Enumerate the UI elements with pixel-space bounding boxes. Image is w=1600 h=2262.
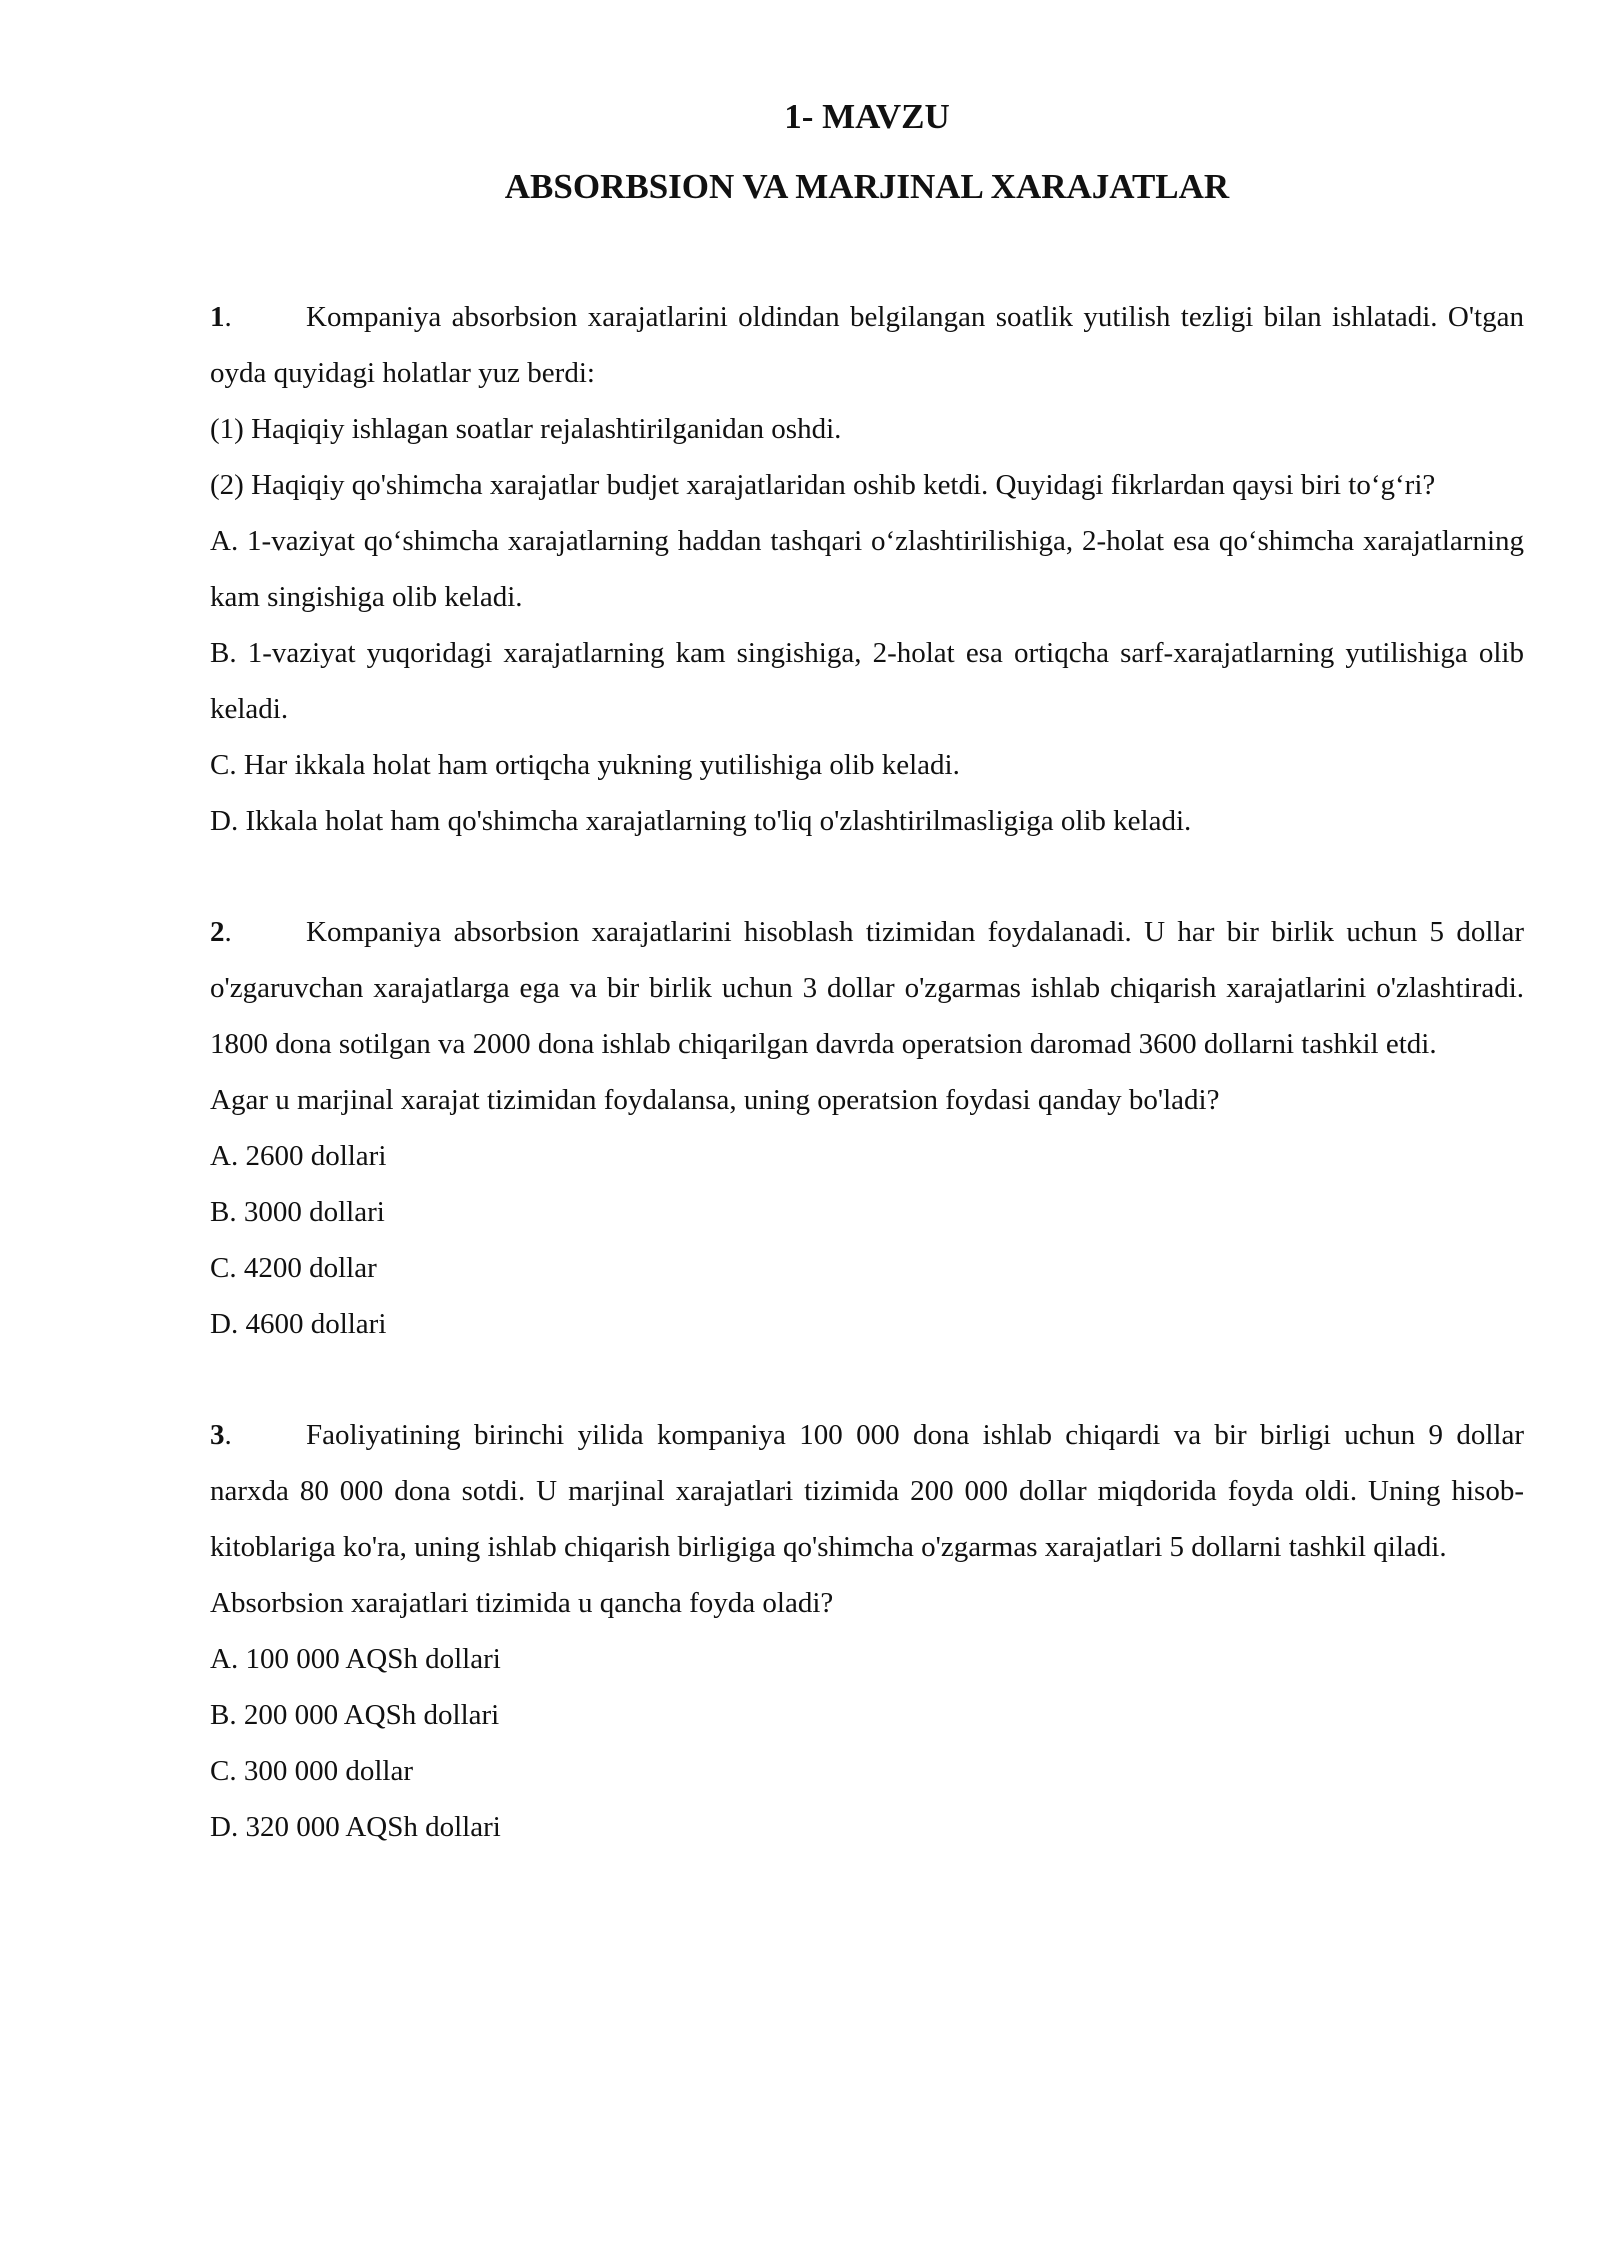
answer-option-b: B. 200 000 AQSh dollari — [210, 1699, 500, 1731]
question-stem — [210, 904, 1524, 1072]
question-stem — [210, 289, 1524, 401]
question-stem — [210, 1407, 1524, 1575]
answer-option-b: B. 3000 dollari — [210, 1196, 385, 1228]
question-stem-text: Kompaniya absorbsion xarajatlarini hisoblash tizimidan foydalanadi. U har bir birlik uchun 5 dollar o'zgaruvchan xarajatlarga ega va bir birlik uchun 3 dollar o'zgarmas ishlab chiqarish xarajatlarini o'zlashtiradi. 1800 dona sotilgan va 2000 dona ishlab chiqarilgan davrda operatsion daromad 3600 dollarni tashkil etdi. — [210, 916, 1524, 1060]
question-1 — [210, 289, 1524, 849]
question-statement: Absorbsion xarajatlari tizimida u qancha foyda oladi? — [210, 1587, 834, 1619]
question-3 — [210, 1407, 1524, 1855]
answer-option-c: C. 4200 dollar — [210, 1252, 377, 1284]
answer-option-c: C. Har ikkala holat ham ortiqcha yukning yutilishiga olib keladi. — [210, 749, 960, 781]
answer-option-b: B. 1-vaziyat yuqoridagi xarajatlarning kam singishiga, 2-holat esa ortiqcha sarf-xarajatlarning yutilishiga olib keladi. — [210, 637, 1524, 725]
question-statement: (1) Haqiqiy ishlagan soatlar rejalashtirilganidan oshdi. — [210, 413, 842, 445]
answer-option-a: A. 1-vaziyat qo‘shimcha xarajatlarning haddan tashqari o‘zlashtirilishiga, 2-holat esa qo‘shimcha xarajatlarning kam singishiga olib keladi. — [210, 525, 1524, 613]
question-number: 3. — [210, 1419, 232, 1451]
document-title: ABSORBSION VA MARJINAL XARAJATLAR — [504, 167, 1230, 206]
answer-option-d: D. 320 000 AQSh dollari — [210, 1811, 501, 1843]
document-page — [210, 95, 1524, 1855]
question-number: 2. — [210, 916, 232, 948]
question-statement: Agar u marjinal xarajat tizimidan foydalansa, uning operatsion foydasi qanday bo'ladi? — [210, 1084, 1220, 1116]
answer-option-a: A. 2600 dollari — [210, 1140, 387, 1172]
answer-option-d: D. Ikkala holat ham qo'shimcha xarajatlarning to'liq o'zlashtirilmasligiga olib keladi. — [210, 805, 1192, 837]
answer-option-c: C. 300 000 dollar — [210, 1755, 413, 1787]
question-number: 1. — [210, 301, 232, 333]
question-stem-text: Kompaniya absorbsion xarajatlarini oldindan belgilangan soatlik yutilish tezligi bilan ishlatadi. O'tgan oyda quyidagi holatlar yuz berdi: — [210, 301, 1524, 389]
topic-heading: 1- MAVZU — [784, 97, 950, 136]
question-2 — [210, 904, 1524, 1352]
answer-option-a: A. 100 000 AQSh dollari — [210, 1643, 501, 1675]
question-statement: (2) Haqiqiy qo'shimcha xarajatlar budjet xarajatlaridan oshib ketdi. Quyidagi fikrlardan qaysi biri to‘g‘ri? — [210, 469, 1436, 501]
question-stem-text: Faoliyatining birinchi yilida kompaniya 100 000 dona ishlab chiqardi va bir birligi uchun 9 dollar narxda 80 000 dona sotdi. U marjinal xarajatlari tizimida 200 000 dollar miqdorida foyda oldi. Uning hisob-kitoblariga ko'ra, uning ishlab chiqarish birligiga qo'shimcha o'zgarmas xarajatlari 5 dollarni tashkil qiladi. — [210, 1419, 1524, 1563]
answer-option-d: D. 4600 dollari — [210, 1308, 387, 1340]
